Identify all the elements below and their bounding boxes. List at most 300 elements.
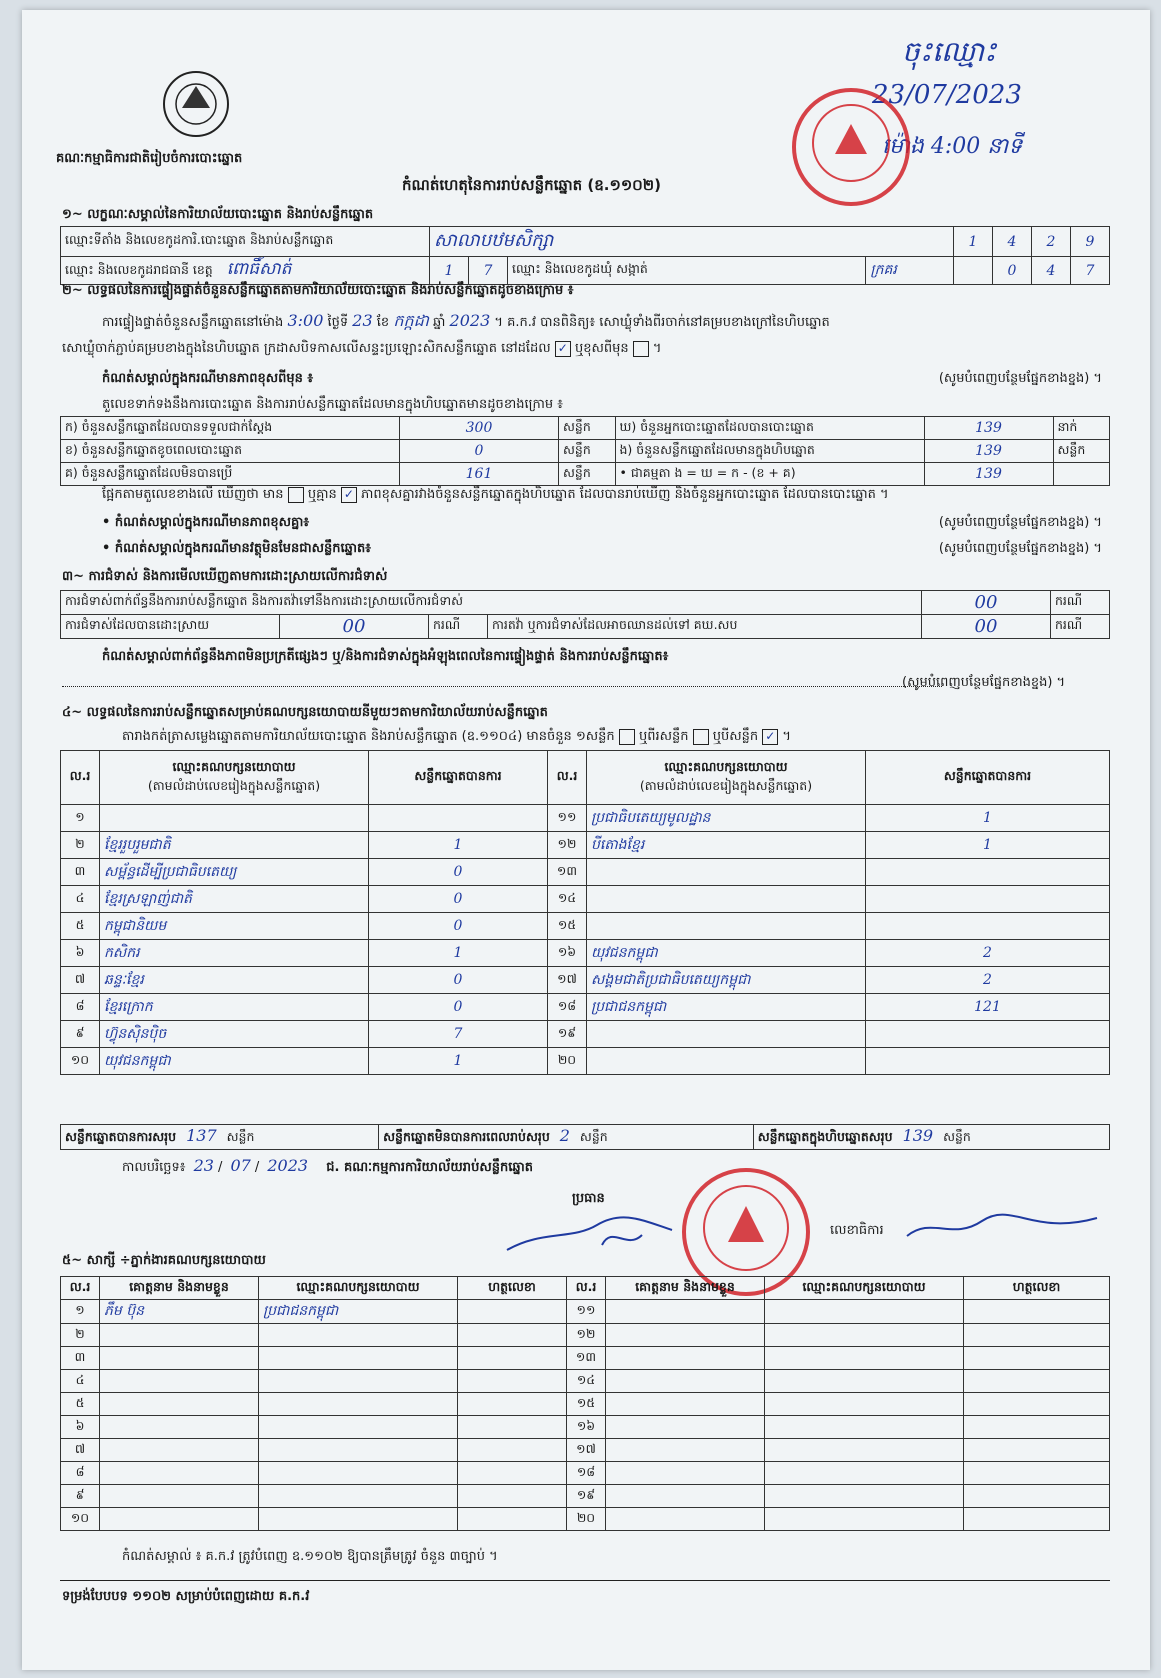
witness-no: ១១	[567, 1300, 606, 1324]
witness-party	[259, 1508, 458, 1531]
witness-signature	[458, 1324, 567, 1347]
witness-party	[259, 1347, 458, 1370]
diff-check-c: ភាពខុសគ្នារវាងចំនួនសន្លឹកឆ្នោតក្នុងហិបឆ្នោត ដែលបានរាប់ឃើញ និងចំនួនអ្នកបោះឆ្នោត ដែលបានបោះឆ្នោត ។	[361, 487, 889, 502]
witness-signature	[458, 1462, 567, 1485]
section5-title: ៥~ សាក្សី ÷ភ្នាក់ងារគណបក្សនយោបាយ	[62, 1253, 266, 1268]
witness-no: ១២	[567, 1324, 606, 1347]
bullet-note-1	[102, 514, 1102, 533]
count-row-3	[61, 463, 1110, 486]
witness-party	[765, 1485, 964, 1508]
witness-name	[606, 1416, 765, 1439]
diff-check-a: ផ្អែកតាមតួលេខខាងលើ ឃើញថា មាន	[102, 487, 284, 502]
bullet-1-label: • កំណត់សម្គាល់ក្នុងករណីមានភាពខុសគ្នា៖	[102, 515, 310, 530]
count-value-e: 139	[924, 440, 1053, 463]
witness-party	[765, 1462, 964, 1485]
results-no: ២	[61, 832, 100, 859]
date-year: 2023	[267, 1156, 309, 1175]
count-row-2	[61, 440, 1110, 463]
commune-code-3: 7	[1071, 257, 1110, 285]
footnote: កំណត់សម្គាល់ ៖ គ.ក.វ ត្រូវបំពេញ ឧ.១១០២ ឱ្យបានត្រឹមត្រូវ ចំនួន ៣ច្បាប់ ។	[122, 1549, 498, 1564]
count-value-d: 139	[924, 417, 1053, 440]
witness-name	[606, 1393, 765, 1416]
results-no: ២០	[548, 1048, 587, 1075]
results-row	[61, 994, 1110, 1021]
objection-row1-label: ការជំទាស់ពាក់ព័ន្ធនឹងការរាប់សន្លឹកឆ្នោត និងការតវ៉ាទៅនឹងការដោះស្រាយលើការជំទាស់	[61, 591, 922, 615]
objection-row2-value: 00	[280, 615, 429, 639]
witness-row	[61, 1439, 1110, 1462]
sum-valid-unit: សន្លឹក	[226, 1129, 255, 1144]
objection-row2-unit2: ករណី	[1051, 615, 1110, 639]
witness-body	[61, 1300, 1110, 1531]
diff-check-b: ឬគ្មាន	[307, 487, 337, 502]
objection-table	[60, 590, 1110, 639]
count-value-a: 300	[400, 417, 559, 440]
results-party: ខ្មែរស្រឡាញ់ជាតិ	[100, 886, 369, 913]
results-party: សង្គមជាតិប្រជាធិបតេយ្យកម្ពុជា	[587, 967, 866, 994]
table-intro: តួលេខទាក់ទងនឹងការបោះឆ្នោត និងការរាប់សន្លឹកឆ្នោតដែលមានក្នុងហិបឆ្នោតមានដូចខាងក្រោម ៖	[102, 397, 563, 412]
count-formula: • ជាគម្មតា ង = ឃ = ក - (ខ + គ)	[615, 463, 924, 486]
president-label: ប្រធាន	[572, 1191, 605, 1206]
verify-text-c: ខែ	[376, 315, 390, 330]
secretary-signature	[902, 1206, 1102, 1246]
commune-label: ឈ្មោះ និងលេខកូដឃុំ សង្កាត់	[508, 257, 866, 285]
footer-divider	[60, 1580, 1110, 1581]
results-row	[61, 805, 1110, 832]
results-no: ៥	[61, 913, 100, 940]
results-party	[587, 859, 866, 886]
section1-title: ១~ លក្ខណៈសម្គាល់នៃការិយាល័យបោះឆ្នោត និងរាប់សន្លឹកឆ្នោត	[62, 207, 374, 222]
witness-party	[765, 1508, 964, 1531]
witness-signature	[458, 1347, 567, 1370]
count-unit-b: សន្លឹក	[559, 440, 616, 463]
sum-invalid-value: 2	[559, 1126, 570, 1145]
official-stamp-top	[792, 88, 910, 206]
witness-party	[765, 1324, 964, 1347]
org-name: គណៈកម្មាធិការជាតិរៀបចំការបោះឆ្នោត	[56, 151, 243, 166]
witness-name	[606, 1508, 765, 1531]
witness-signature	[458, 1439, 567, 1462]
date-month: 07	[230, 1156, 251, 1175]
has-difference-checkbox[interactable]	[288, 487, 304, 503]
sum-box-value: 139	[902, 1126, 934, 1145]
results-col-votes: សន្លឹកឆ្នោតបានការ	[369, 751, 548, 805]
witness-name	[100, 1416, 259, 1439]
verify-year: 2023	[449, 311, 491, 330]
results-votes: 2	[866, 967, 1110, 994]
results-party: ឆន្ទៈខ្មែរ	[100, 967, 369, 994]
witness-no: ៤	[61, 1370, 100, 1393]
witness-row	[61, 1324, 1110, 1347]
results-votes: 121	[866, 994, 1110, 1021]
results-no: ១៤	[548, 886, 587, 913]
results-no: ១៨	[548, 994, 587, 1021]
witness-no: ៩	[61, 1485, 100, 1508]
results-no: ១៥	[548, 913, 587, 940]
footer-text: ទម្រង់បែបបទ ១១០២ សម្រាប់បំពេញដោយ គ.ក.វ	[62, 1589, 310, 1604]
count-label-b: ខ) ចំនួនសន្លឹកឆ្នោតខូចពេលបោះឆ្នោត	[61, 440, 400, 463]
witness-party	[259, 1485, 458, 1508]
results-party: យុវជនកម្ពុជា	[587, 940, 866, 967]
results-party: ខ្មែររួបរួមជាតិ	[100, 832, 369, 859]
witness-name	[100, 1347, 259, 1370]
results-no: ៨	[61, 994, 100, 1021]
witness-party	[765, 1347, 964, 1370]
witness-no: ៦	[61, 1416, 100, 1439]
count-formula-unit	[1053, 463, 1110, 486]
results-party: សម្ព័ន្ធដើម្បីប្រជាធិបតេយ្យ	[100, 859, 369, 886]
top-note-2: 23/07/2023	[872, 80, 1022, 110]
sum-box	[753, 1125, 1109, 1150]
results-no: ៣	[61, 859, 100, 886]
witness-row	[61, 1508, 1110, 1531]
results-votes	[866, 1021, 1110, 1048]
sum-valid-value: 137	[186, 1126, 217, 1145]
province-code-2: 7	[469, 257, 508, 285]
verify-text-d: ឆ្នាំ	[433, 315, 446, 330]
province-value: ពោធិ៍សាត់	[226, 259, 292, 279]
objection-note: កំណត់សម្គាល់ពាក់ព័ន្ធនឹងភាពមិនប្រក្រតីផ្សេងៗ ឬ/និងការជំទាស់ក្នុងអំឡុងពេលនៃការផ្ទៀងផ្ទាត់ និងការរាប់សន្លឹកឆ្នោត៖	[102, 649, 669, 664]
no-difference-checkbox[interactable]: ✓	[341, 487, 357, 503]
witness-row	[61, 1300, 1110, 1324]
location-code-3: 2	[1032, 227, 1071, 257]
results-party	[587, 913, 866, 940]
witness-col-sign-2: ហត្ថលេខា	[964, 1277, 1110, 1300]
count-unit-a: សន្លឹក	[559, 417, 616, 440]
witness-signature	[964, 1347, 1110, 1370]
witness-signature	[964, 1416, 1110, 1439]
witness-no: ៣	[61, 1347, 100, 1370]
sum-box-label: សន្លឹកឆ្នោតក្នុងហិបឆ្នោតសរុប	[757, 1129, 893, 1144]
witness-name	[100, 1393, 259, 1416]
location-label: ឈ្មោះទីតាំង និងលេខកូដការិ.បោះឆ្នោត និងរាប់សន្លឹកឆ្នោត	[61, 227, 430, 257]
results-col-no-2: ល.រ	[548, 751, 587, 805]
witness-name	[606, 1462, 765, 1485]
results-votes	[866, 1048, 1110, 1075]
results-votes: 2	[866, 940, 1110, 967]
results-votes: 0	[369, 967, 548, 994]
objection-row2-value2: 00	[922, 615, 1051, 639]
witness-signature	[964, 1485, 1110, 1508]
witness-no: ១៨	[567, 1462, 606, 1485]
location-value: សាលាបឋមសិក្សា	[430, 227, 954, 257]
date-label: កាលបរិច្ឆេទ៖	[122, 1160, 186, 1175]
results-no: ៧	[61, 967, 100, 994]
witness-col-no-2: ល.រ	[567, 1277, 606, 1300]
witness-no: ៥	[61, 1393, 100, 1416]
ballot-count-table	[60, 416, 1110, 486]
s4-intro-end: ។	[782, 729, 791, 744]
results-row	[61, 832, 1110, 859]
witness-name	[606, 1439, 765, 1462]
one-sheet-checkbox[interactable]	[619, 729, 635, 745]
witness-party	[259, 1439, 458, 1462]
results-row	[61, 1021, 1110, 1048]
results-col-party	[100, 751, 369, 805]
date-line: កាលបរិច្ឆេទ៖ 23 / 07 / 2023 ជ. គណៈកម្មការការិយាល័យរាប់សន្លឹកឆ្នោត	[122, 1156, 533, 1175]
witness-table	[60, 1276, 1110, 1531]
results-row	[61, 1048, 1110, 1075]
commune-code-blank	[954, 257, 993, 285]
witness-signature	[458, 1416, 567, 1439]
location-code-4: 9	[1071, 227, 1110, 257]
count-label-a: ក) ចំនួនសន្លឹកឆ្នោតដែលបានទទួលជាក់ស្តែង	[61, 417, 400, 440]
three-sheet-checkbox[interactable]: ✓	[762, 729, 778, 745]
results-votes	[369, 805, 548, 832]
verification-paragraph-2	[62, 340, 661, 359]
witness-name	[606, 1485, 765, 1508]
president-signature	[502, 1210, 682, 1260]
objection-row1-value: 00	[922, 591, 1051, 615]
results-row	[61, 859, 1110, 886]
diff-note-label: កំណត់សម្គាល់ក្នុងករណីមានភាពខុសពីមុន ៖	[102, 371, 314, 386]
results-col-party-text: ឈ្មោះគណបក្សនយោបាយ	[172, 758, 296, 774]
witness-party	[765, 1393, 964, 1416]
objection-row2-unit: ករណី	[429, 615, 488, 639]
results-party	[587, 1048, 866, 1075]
results-party: ហ៊្វុនស៊ិនប៉ិច	[100, 1021, 369, 1048]
results-votes: 1	[866, 832, 1110, 859]
two-sheet-checkbox[interactable]	[693, 729, 709, 745]
sum-invalid	[379, 1125, 754, 1150]
witness-party	[765, 1370, 964, 1393]
different-checkbox[interactable]	[633, 341, 649, 357]
witness-party	[259, 1416, 458, 1439]
count-unit-c: សន្លឹក	[559, 463, 616, 486]
verify-text-a: ការផ្ទៀងផ្ទាត់ចំនួនសន្លឹកឆ្នោតនៅម៉ោង	[102, 315, 284, 330]
verify-text-b: ថ្ងៃទី	[327, 315, 349, 330]
witness-signature	[964, 1324, 1110, 1347]
witness-name	[100, 1462, 259, 1485]
results-votes: 1	[369, 832, 548, 859]
results-col-party-2	[587, 751, 866, 805]
witness-signature	[964, 1370, 1110, 1393]
witness-no: ១៤	[567, 1370, 606, 1393]
witness-no: ៧	[61, 1439, 100, 1462]
witness-col-name: គោត្តនាម និងនាមខ្លួន	[100, 1277, 259, 1300]
verify-para2: សោឃ្លុំចាក់ភ្ជាប់គម្របខាងក្នុងនៃហិបឆ្នោត ក្រដាសបិទកាសលើសន្ទះប្រឡោះសិកសន្លឹកឆ្នោត នៅដដែល	[62, 341, 551, 356]
results-row	[61, 940, 1110, 967]
commune-code-1: 0	[993, 257, 1032, 285]
difference-check-line	[102, 486, 889, 505]
witness-col-name-2: គោត្តនាម និងនាមខ្លួន	[606, 1277, 765, 1300]
results-no: ១៣	[548, 859, 587, 886]
sum-valid	[61, 1125, 379, 1150]
diff-note	[102, 370, 1102, 389]
results-party	[587, 886, 866, 913]
witness-signature	[458, 1485, 567, 1508]
count-unit-e: សន្លឹក	[1053, 440, 1110, 463]
results-party: ខ្មែរក្រោក	[100, 994, 369, 1021]
witness-name	[100, 1508, 259, 1531]
witness-row	[61, 1462, 1110, 1485]
count-value-c: 161	[400, 463, 559, 486]
bullet-note-2	[102, 540, 1102, 559]
results-row	[61, 913, 1110, 940]
witness-signature	[964, 1439, 1110, 1462]
results-no: ៦	[61, 940, 100, 967]
witness-party	[765, 1300, 964, 1324]
top-note-1: ចុះឈ្មោះ	[902, 35, 997, 68]
results-party: ប្រជាជនកម្ពុជា	[587, 994, 866, 1021]
results-party: កម្ពុជានិយម	[100, 913, 369, 940]
results-party: បីតោងខ្មែរ	[587, 832, 866, 859]
results-no: ១២	[548, 832, 587, 859]
witness-party	[765, 1439, 964, 1462]
count-value-b: 0	[400, 440, 559, 463]
results-party: កសិករ	[100, 940, 369, 967]
commune-code-2: 4	[1032, 257, 1071, 285]
objection-note-fill: (សូមបំពេញបន្ថែមផ្នែកខាងខ្នង) ។	[902, 675, 1066, 690]
witness-signature	[458, 1393, 567, 1416]
diff-note-fill: (សូមបំពេញបន្ថែមផ្នែកខាងខ្នង) ។	[938, 371, 1102, 386]
results-votes: 1	[369, 940, 548, 967]
witness-name	[606, 1347, 765, 1370]
witness-no: ១៥	[567, 1393, 606, 1416]
witness-signature	[964, 1508, 1110, 1531]
witness-party	[259, 1370, 458, 1393]
witness-no: ២	[61, 1324, 100, 1347]
results-no: ១៩	[548, 1021, 587, 1048]
witness-signature	[964, 1393, 1110, 1416]
witness-signature	[964, 1462, 1110, 1485]
witness-row	[61, 1393, 1110, 1416]
witness-row	[61, 1347, 1110, 1370]
emblem-icon	[160, 68, 232, 140]
results-col-party-sub-2: (តាមលំដាប់លេខរៀងក្នុងសន្លឹកឆ្នោត)	[639, 777, 813, 793]
results-col-votes-2: សន្លឹកឆ្នោតបានការ	[866, 751, 1110, 805]
results-col-no: ល.រ	[61, 751, 100, 805]
witness-name	[100, 1370, 259, 1393]
sum-invalid-label: សន្លឹកឆ្នោតមិនបានការពេលរាប់សរុប	[383, 1129, 550, 1144]
results-votes	[866, 886, 1110, 913]
results-party	[587, 1021, 866, 1048]
sum-invalid-unit: សន្លឹក	[579, 1129, 608, 1144]
sum-box-unit: សន្លឹក	[943, 1129, 971, 1144]
s4-intro-b: ឬពីរសន្លឹក	[638, 729, 689, 744]
results-votes: 0	[369, 994, 548, 1021]
objection-note-line	[62, 686, 942, 688]
witness-name	[606, 1324, 765, 1347]
results-summary	[60, 1124, 1110, 1150]
witness-party	[259, 1393, 458, 1416]
witness-no: ២០	[567, 1508, 606, 1531]
witness-row	[61, 1485, 1110, 1508]
witness-party: ប្រជាជនកម្ពុជា	[259, 1300, 458, 1324]
date-day: 23	[193, 1156, 214, 1175]
results-no: ៩	[61, 1021, 100, 1048]
results-votes: 0	[369, 859, 548, 886]
objection-row2-mid: ការតវ៉ា ឬការជំទាស់ដែលអាចឈានដល់ទៅ គឃ.សប	[488, 615, 922, 639]
bullet-2-fill: (សូមបំពេញបន្ថែមផ្នែកខាងខ្នង) ។	[938, 541, 1102, 556]
results-row	[61, 967, 1110, 994]
results-party: ប្រជាធិបតេយ្យមូលដ្ឋាន	[587, 805, 866, 832]
results-body	[61, 805, 1110, 1075]
witness-name	[606, 1300, 765, 1324]
results-no: ១១	[548, 805, 587, 832]
same-checkbox[interactable]: ✓	[555, 341, 571, 357]
verification-paragraph-1	[102, 310, 830, 334]
results-col-party-sub: (តាមលំដាប់លេខរៀងក្នុងសន្លឹកឆ្នោត)	[147, 777, 321, 793]
verify-para2-end: ។	[652, 341, 662, 356]
witness-party	[765, 1416, 964, 1439]
objection-row1-unit: ករណី	[1051, 591, 1110, 615]
verify-text-e: ។ គ.ក.វ បានពិនិត្យ៖ សោឃ្លុំទាំងពីរចាក់នៅគម្របខាងក្រៅនៃហិបឆ្នោត	[494, 315, 830, 330]
results-no: ១៧	[548, 967, 587, 994]
count-formula-value: 139	[924, 463, 1053, 486]
results-votes: 7	[369, 1021, 548, 1048]
witness-signature	[458, 1300, 567, 1324]
witness-name: ភឹម ប៊ុន	[100, 1300, 259, 1324]
section2-title: ២~ លទ្ធផលនៃការផ្ទៀងផ្ទាត់ចំនួនសន្លឹកឆ្នោតតាមការិយាល័យបោះឆ្នោត និងរាប់សន្លឹកឆ្នោតដូចខាងក្រោម ៖	[62, 283, 574, 298]
results-no: ១០	[61, 1048, 100, 1075]
results-votes: 0	[369, 886, 548, 913]
count-label-e: ង) ចំនួនសន្លឹកឆ្នោតដែលមានក្នុងហិបឆ្នោត	[615, 440, 924, 463]
witness-no: ១៩	[567, 1485, 606, 1508]
results-col-party-text-2: ឈ្មោះគណបក្សនយោបាយ	[664, 758, 788, 774]
bullet-1-fill: (សូមបំពេញបន្ថែមផ្នែកខាងខ្នង) ។	[938, 515, 1102, 530]
results-no: ៤	[61, 886, 100, 913]
witness-no: ១	[61, 1300, 100, 1324]
results-no: ១	[61, 805, 100, 832]
committee-label: ជ. គណៈកម្មការការិយាល័យរាប់សន្លឹកឆ្នោត	[326, 1160, 533, 1175]
location-code-2: 4	[993, 227, 1032, 257]
witness-no: ៨	[61, 1462, 100, 1485]
verify-para2-b: ឬខុសពីមុន	[574, 341, 629, 356]
s4-intro-c: ឬបីសន្លឹក	[712, 729, 759, 744]
count-row-1	[61, 417, 1110, 440]
results-no: ១៦	[548, 940, 587, 967]
results-party: យុវជនកម្ពុជា	[100, 1048, 369, 1075]
witness-name	[100, 1439, 259, 1462]
witness-no: ១០	[61, 1508, 100, 1531]
commune-value: ក្រគរ	[866, 257, 954, 285]
location-code-1: 1	[954, 227, 993, 257]
witness-col-sign: ហត្ថលេខា	[458, 1277, 567, 1300]
top-note-3: ម៉ោង 4:00 នាទី	[882, 134, 1023, 159]
results-table	[60, 750, 1110, 1075]
results-votes: 1	[369, 1048, 548, 1075]
witness-signature	[458, 1370, 567, 1393]
witness-row	[61, 1416, 1110, 1439]
results-votes: 1	[866, 805, 1110, 832]
verify-day: 23	[352, 311, 373, 330]
witness-name	[100, 1485, 259, 1508]
witness-party	[259, 1462, 458, 1485]
objection-row2-label: ការជំទាស់ដែលបានដោះស្រាយ	[61, 615, 280, 639]
results-party	[100, 805, 369, 832]
province-label-text: ឈ្មោះ និងលេខកូដរាជធានី ខេត្ត	[65, 262, 213, 277]
witness-signature	[964, 1300, 1110, 1324]
results-votes	[866, 859, 1110, 886]
form-sheet	[22, 10, 1150, 1670]
count-label-d: ឃ) ចំនួនអ្នកបោះឆ្នោតដែលបានបោះឆ្នោត	[615, 417, 924, 440]
witness-col-party-2: ឈ្មោះគណបក្សនយោបាយ	[765, 1277, 964, 1300]
form-title: កំណត់ហេតុនៃការរាប់សន្លឹកឆ្នោត (ឧ.១១០២)	[402, 176, 662, 194]
witness-col-party: ឈ្មោះគណបក្សនយោបាយ	[259, 1277, 458, 1300]
province-code-1: 1	[430, 257, 469, 285]
witness-row	[61, 1370, 1110, 1393]
bullet-2-label: • កំណត់សម្គាល់ក្នុងករណីមានវត្ថុមិនមែនជាសន្លឹកឆ្នោត៖	[102, 541, 371, 556]
witness-name	[100, 1324, 259, 1347]
verify-time: 3:00	[287, 311, 324, 330]
witness-name	[606, 1370, 765, 1393]
witness-party	[259, 1324, 458, 1347]
witness-no: ១៧	[567, 1439, 606, 1462]
verify-month: កក្កដា	[393, 311, 429, 330]
sum-valid-label: សន្លឹកឆ្នោតបានការសរុប	[65, 1129, 177, 1144]
section4-title: ៤~ លទ្ធផលនៃការរាប់សន្លឹកឆ្នោតសម្រាប់គណបក្សនយោបាយនីមួយៗតាមការិយាល័យរាប់សន្លឹកឆ្នោត	[62, 705, 548, 720]
count-unit-d: នាក់	[1053, 417, 1110, 440]
